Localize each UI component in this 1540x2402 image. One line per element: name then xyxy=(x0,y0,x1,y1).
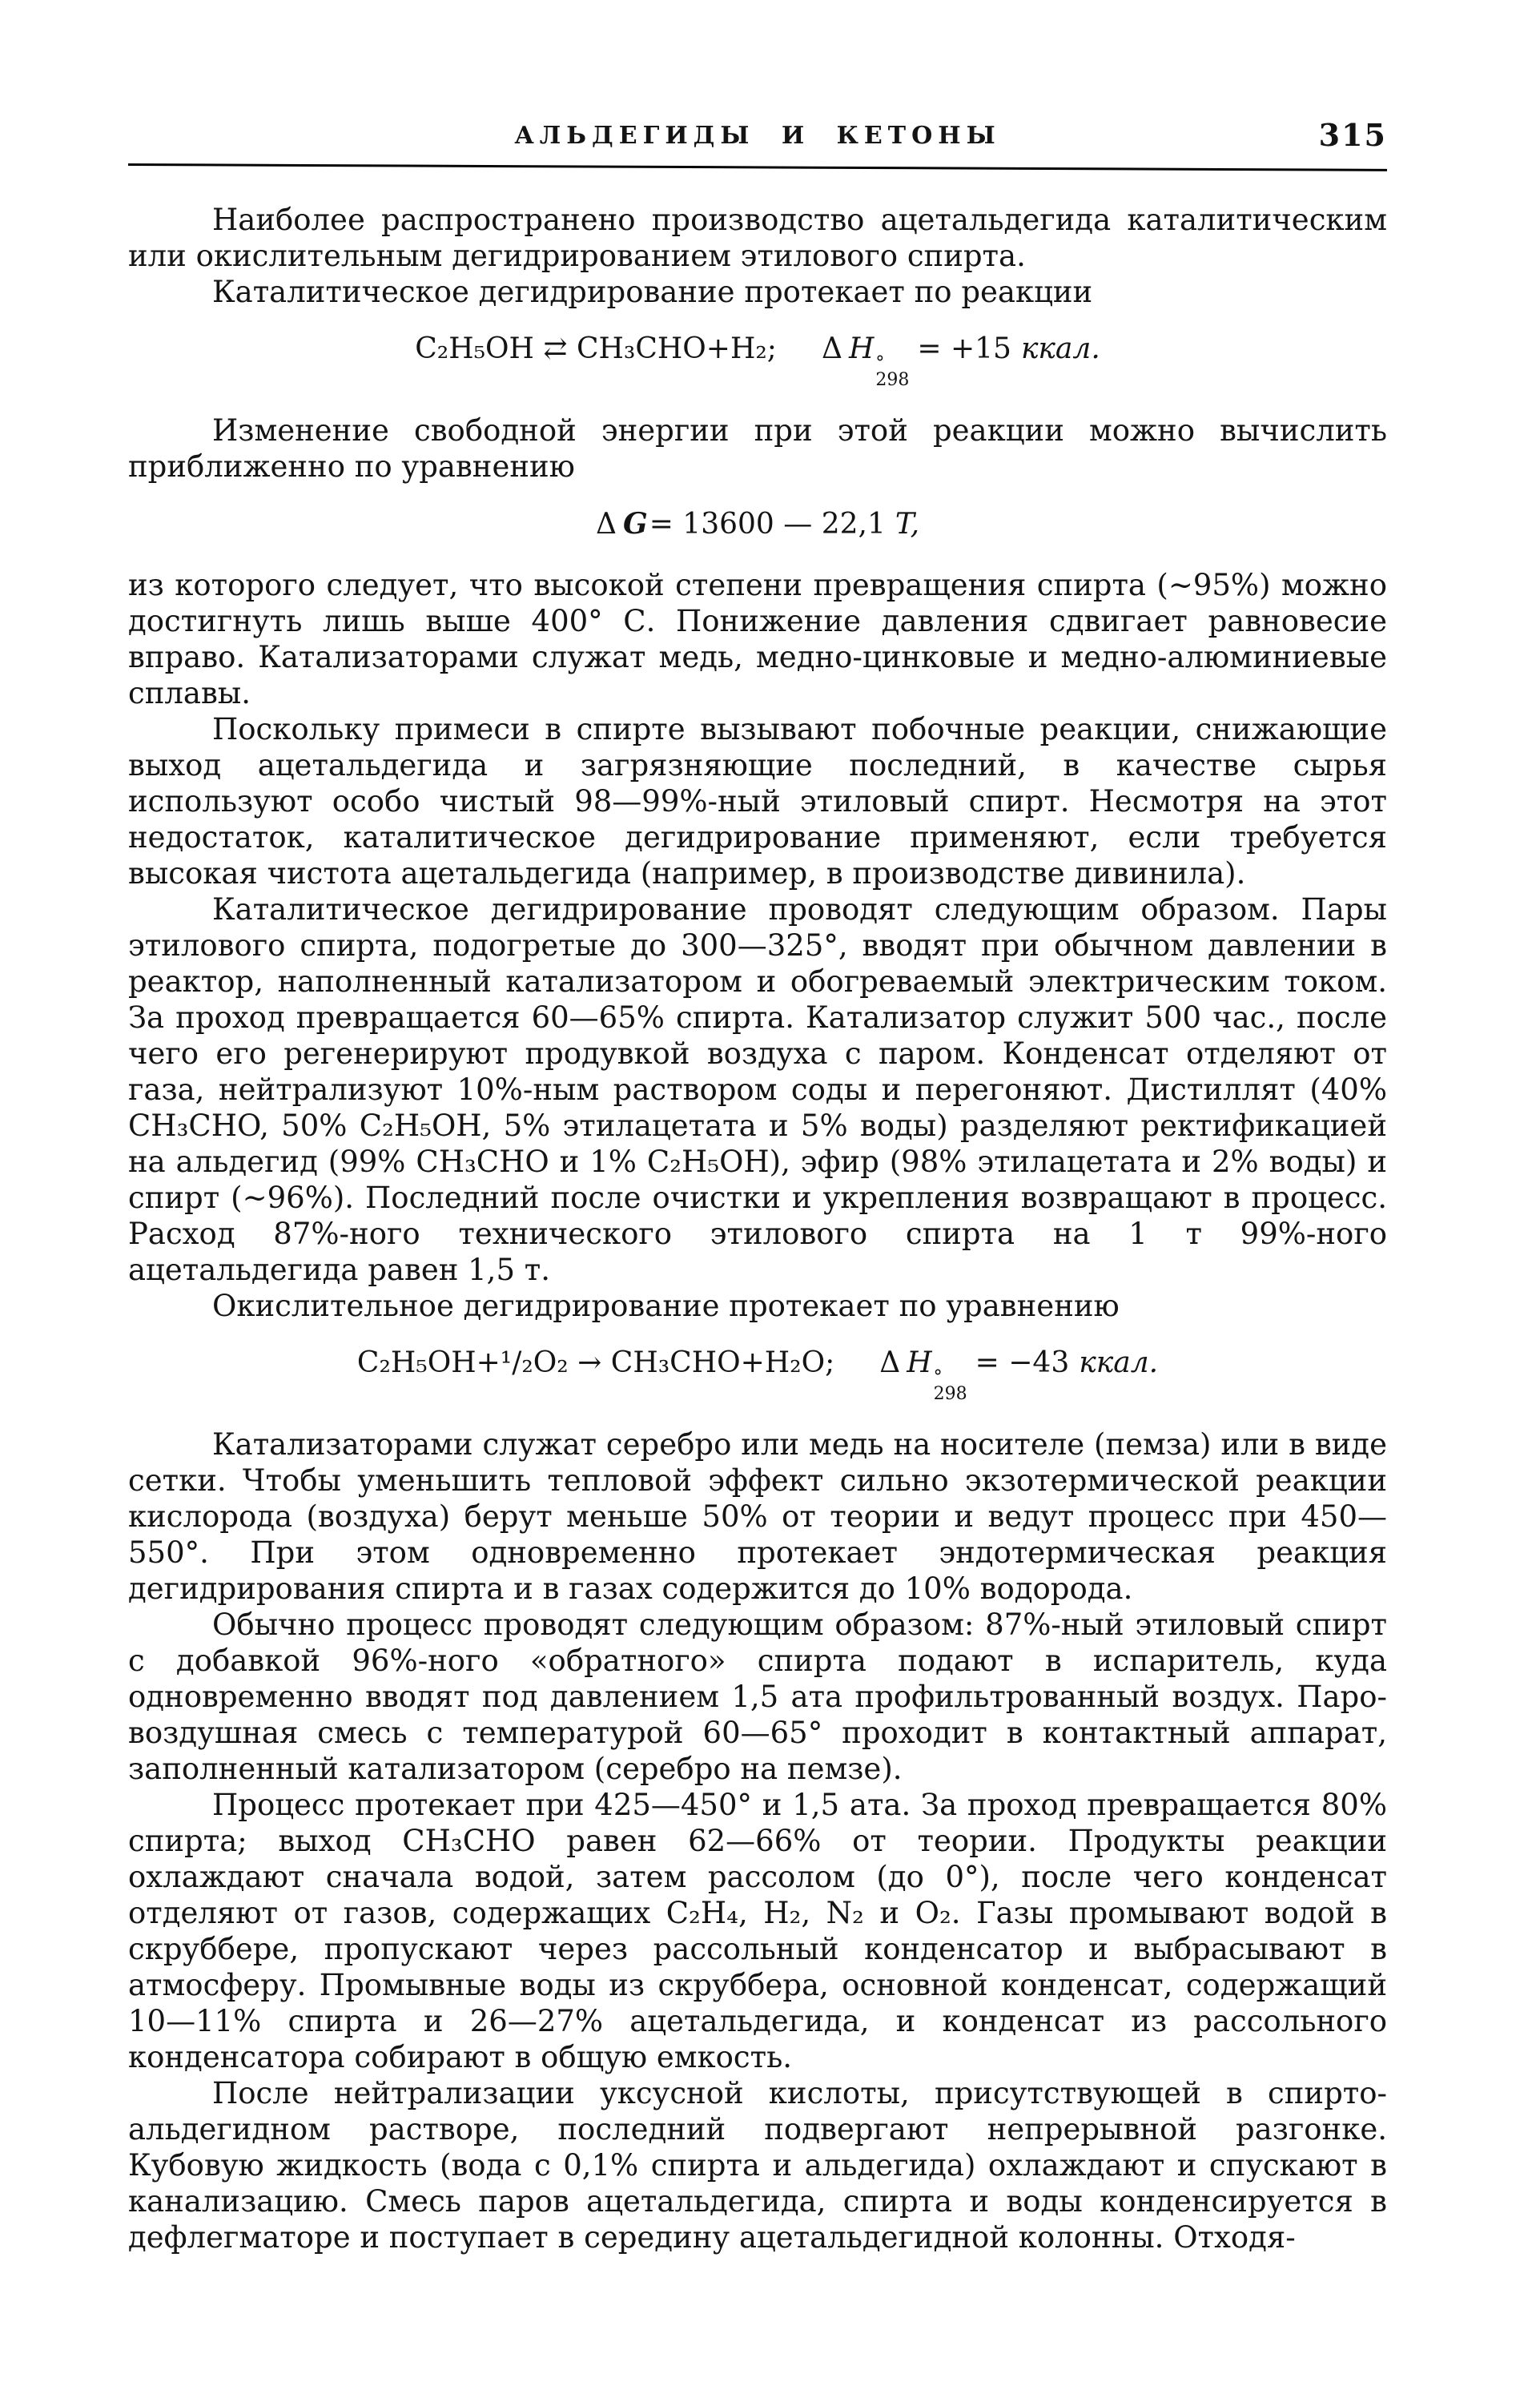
header-rule xyxy=(128,163,1387,171)
page-header xyxy=(128,117,1387,160)
enthalpy-variable: H xyxy=(848,332,875,365)
paragraph-oxidative-process: Обычно процесс проводят следующим образом: 87%-ный этиловый спирт с добавкой 96%-ного «обратного» спирта подают в испаритель, куда одновременно вводят под давлением 1,5 ата профильтрованный воздух. Паро-воздушная смесь с температурой 60—65° проходит в контактный аппарат, заполненный катализатором (серебро на пемзе). xyxy=(128,1607,1387,1786)
paragraph-catalytic-lead: Каталитическое дегидрирование протекает по реакции xyxy=(212,275,1093,309)
page-number: 315 xyxy=(1318,117,1387,153)
paragraph-catalytic-process: Каталитическое дегидрирование проводят следующим образом. Пары этилового спирта, подогретые до 300—325°, вводят при обычном давлении в реактор, наполненный катализатором и обогреваемый электрическим током. За проход превращается 60—65% спирта. Катализатор служит 500 час., после чего его регенерируют продувкой воздуха с паром. Конденсат отделяют от газа, нейтрализуют 10%-ным раствором соды и перегоняют. Дистиллят (40% CH₃CHO, 50% C₂H₅OH, 5% этилацетата и 5% воды) разделяют ректификацией на альдегид (99% CH₃CHO и 1% C₂H₅OH), эфир (98% этилацетата и 2% воды) и спирт (~96%). Последний после очистки и укрепления возвращают в процесс. Расход 87%-ного технического этилового спирта на 1 т 99%-ного ацетальдегида равен 1,5 т. xyxy=(128,892,1387,1287)
formula-free-energy xyxy=(128,505,1387,543)
formula-lhs: C₂H₅OH+¹/₂O₂ → CH₃CHO+H₂O; xyxy=(356,1346,835,1379)
formula-lhs: C₂H₅OH ⇄ CH₃CHO+H₂; xyxy=(415,332,777,365)
running-header-title: АЛЬДЕГИДЫ И КЕТОНЫ xyxy=(514,122,1001,150)
page-body xyxy=(128,202,1387,2255)
formula-rhs: = +15 xyxy=(917,332,1011,365)
enthalpy-variable: H xyxy=(907,1346,932,1379)
paragraph-intro: Наиболее распространено производство ацетальдегида каталитическим или окислительным дегидрированием этилового спирта. xyxy=(128,203,1387,273)
paragraph-oxidative-lead: Окислительное дегидрирование протекает по уравнению xyxy=(212,1289,1120,1323)
paragraph-neutralization: После нейтрализации уксусной кислоты, присутствующей в спирто-альдегидном растворе, последний подвергают непрерывной разгонке. Кубовую жидкость (вода с 0,1% спирта и альдегида) охлаждают и спускают в канализацию. Смесь паров ацетальдегида, спирта и воды конденсируется в дефлегматоре и поступает в середину ацетальдегидной колонны. Отходя- xyxy=(128,2076,1387,2255)
paragraph-impurities: Поскольку примеси в спирте вызывают побочные реакции, снижающие выход ацетальдегида и загрязняющие последний, в качестве сырья используют особо чистый 98—99%-ный этиловый спирт. Несмотря на этот недостаток, каталитическое дегидрирование применяют, если требуется высокая чистота ацетальдегида (например, в производстве дивинила). xyxy=(128,712,1387,891)
enthalpy-sub: 298 xyxy=(875,370,910,390)
enthalpy-supsub xyxy=(875,355,909,388)
formula-unit: T, xyxy=(895,508,920,541)
paragraph-equilibrium: из которого следует, что высокой степени превращения спирта (~95%) можно достигнуть лишь выше 400° С. Понижение давления сдвигает равновесие вправо. Катализаторами служат медь, медно-цинковые и медно-алюминиевые сплавы. xyxy=(128,568,1387,710)
formula-rhs: = 13600 — 22,1 xyxy=(649,508,886,541)
enthalpy-sup: ° xyxy=(875,353,885,373)
formula-unit: ккал. xyxy=(1079,1346,1159,1379)
gibbs-variable: G xyxy=(622,507,648,541)
formula-unit: ккал. xyxy=(1020,332,1100,365)
paragraph-free-energy-lead: Изменение свободной энергии при этой реакции можно вычислить приближенно по уравнению xyxy=(128,413,1387,484)
paragraph-process-conditions: Процесс протекает при 425—450° и 1,5 ата. За проход превращается 80% спирта; выход CH₃CHO равен 62—66% от теории. Продукты реакции охлаждают сначала водой, затем рассолом (до 0°), после чего конденсат отделяют от газов, содержащих C₂H₄, H₂, N₂ и O₂. Газы промывают водой в скруббере, пропускают через рассольный конденсатор и выбрасывают в атмосферу. Промывные воды из скруббера, основной конденсат, содержащий 10—11% спирта и 26—27% ацетальдегида, и конденсат из рассольного конденсатора собирают в общую емкость. xyxy=(128,1788,1387,2074)
enthalpy-sup: ° xyxy=(933,1367,943,1387)
delta-symbol: Δ xyxy=(595,508,617,541)
delta-symbol: Δ xyxy=(821,332,842,365)
enthalpy-sub: 298 xyxy=(933,1384,967,1404)
paragraph-oxidative-catalysts: Катализаторами служат серебро или медь на носителе (пемза) или в виде сетки. Чтобы уменьшить тепловой эффект сильно экзотермической реакции кислорода (воздуха) берут меньше 50% от теории и ведут процесс при 450—550°. При этом одновременно протекает эндотермическая реакция дегидрирования спирта и в газах содержится до 10% водорода. xyxy=(128,1427,1387,1606)
formula-catalytic-dehydrogenation xyxy=(128,331,1387,388)
formula-rhs: = −43 xyxy=(975,1346,1070,1379)
enthalpy-supsub xyxy=(934,1369,967,1402)
formula-oxidative-dehydrogenation xyxy=(128,1345,1387,1402)
delta-symbol: Δ xyxy=(879,1346,901,1379)
